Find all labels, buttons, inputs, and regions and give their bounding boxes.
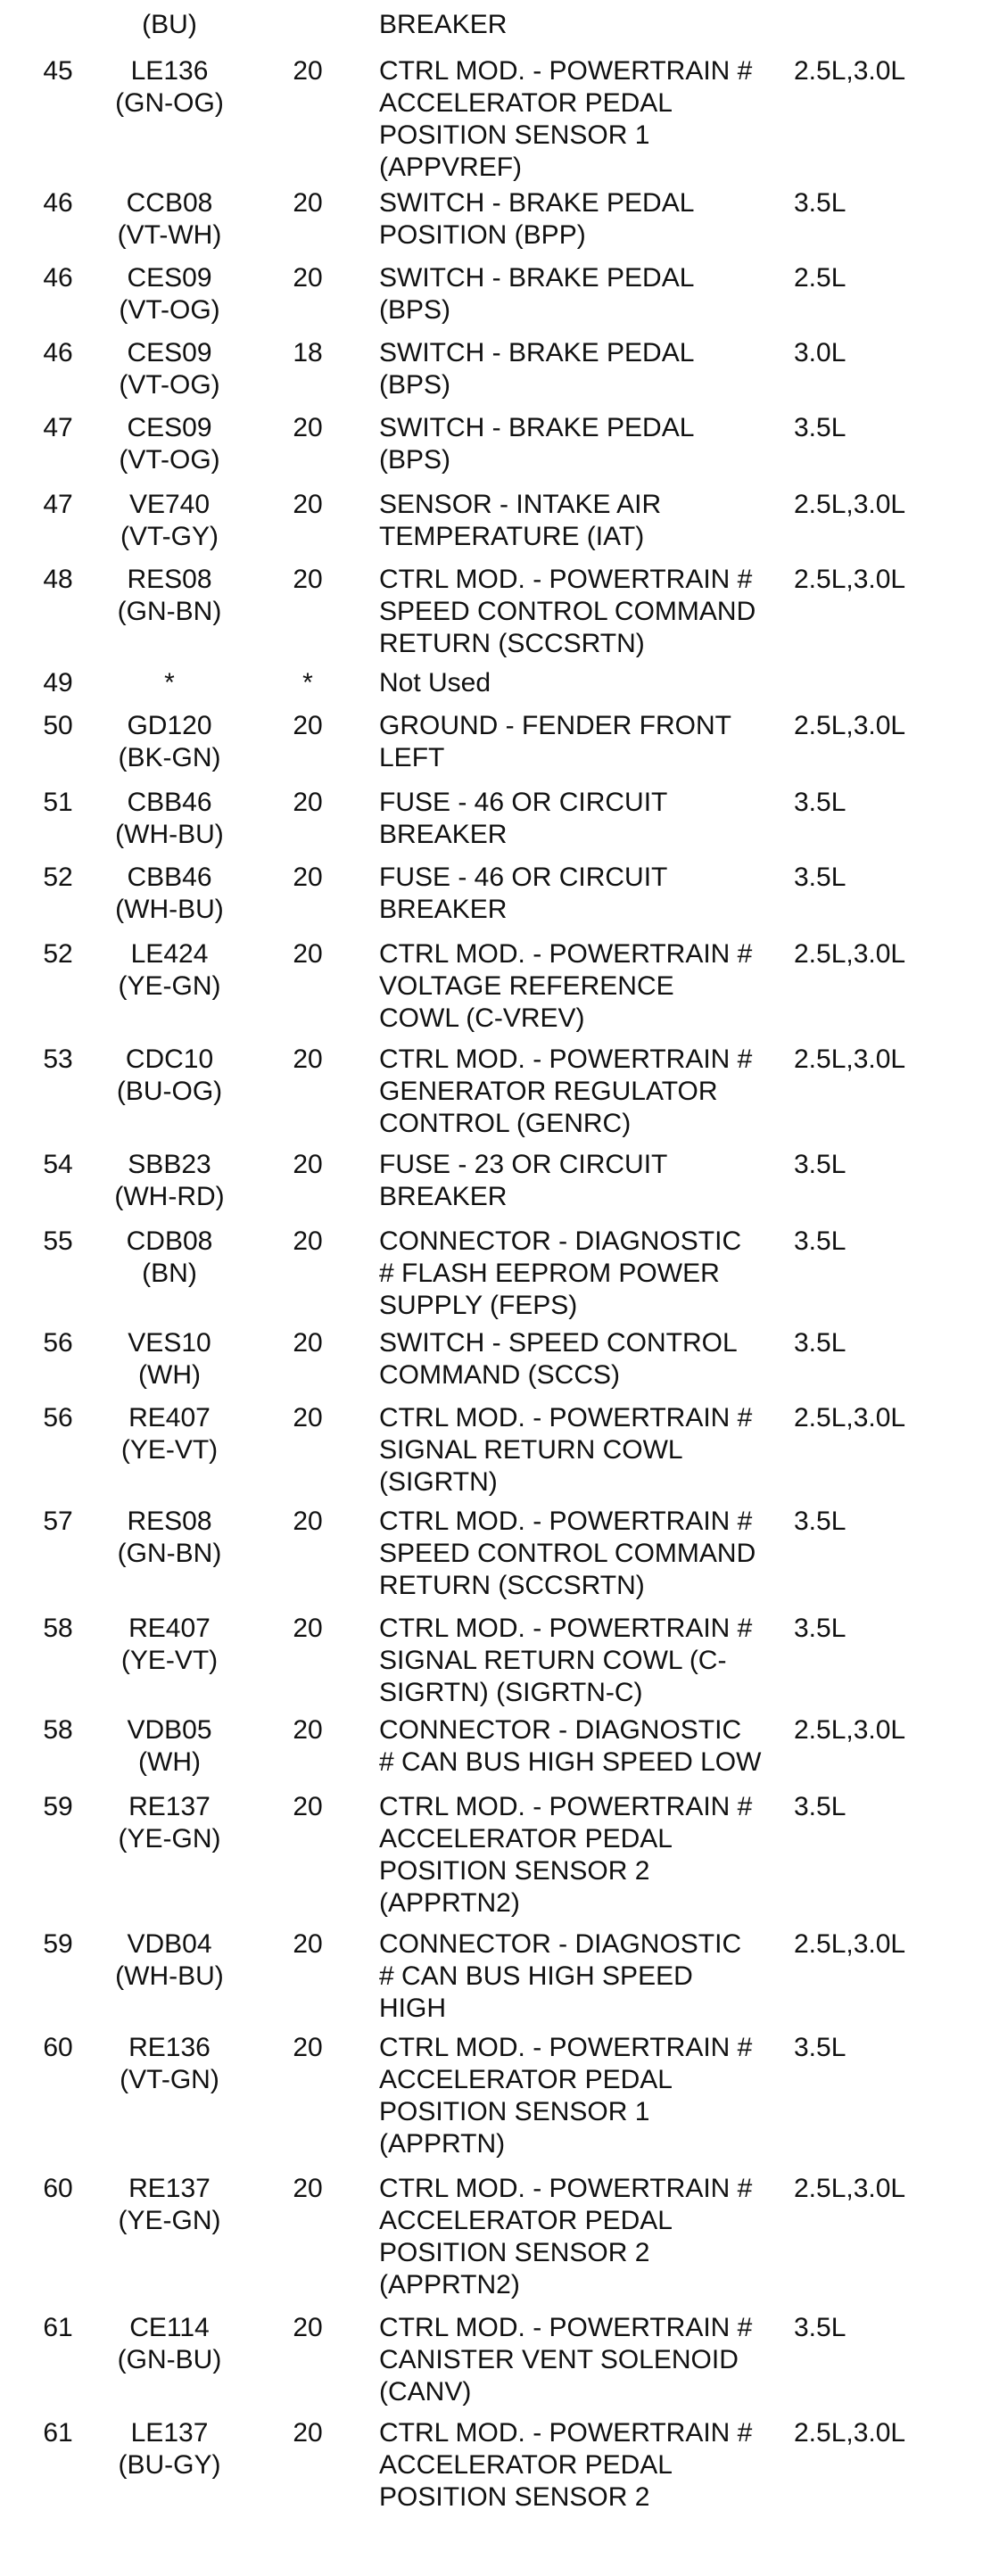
- wire-gauge: 20: [293, 1403, 323, 1432]
- circuit-description-line: CONNECTOR - DIAGNOSTIC: [379, 1929, 742, 1959]
- circuit-description: [379, 55, 789, 184]
- circuit-id-line: (GN-BN): [117, 1539, 222, 1568]
- circuit-id-line: (VT-OG): [119, 295, 220, 325]
- circuit-id: [103, 1149, 236, 1213]
- circuit-id-line: CES09: [127, 413, 212, 442]
- circuit-id-line: (WH-BU): [115, 1961, 224, 1991]
- circuit-id-line: (VT-WH): [117, 220, 222, 250]
- circuit-description: [379, 1714, 789, 1779]
- circuit-id-line: (VT-OG): [119, 445, 220, 475]
- circuit-id-line: LE136: [130, 56, 209, 86]
- pin-number: 50: [43, 711, 73, 740]
- circuit-description-line: (BPS): [379, 370, 451, 400]
- circuit-description: [379, 787, 789, 851]
- circuit-description-line: FUSE - 46 OR CIRCUIT: [379, 863, 668, 892]
- engine-option: 3.5L: [794, 1150, 846, 1179]
- circuit-description-line: POSITION (BPP): [379, 220, 586, 250]
- circuit-id-line: LE424: [130, 939, 209, 969]
- wire-gauge: 20: [293, 1226, 323, 1256]
- circuit-description-line: # CAN BUS HIGH SPEED: [379, 1961, 693, 1991]
- circuit-description-line: SENSOR - INTAKE AIR: [379, 490, 662, 519]
- circuit-description: [379, 1506, 789, 1602]
- circuit-id: [103, 489, 236, 553]
- pin-number: 60: [43, 2033, 73, 2062]
- circuit-id: [103, 1226, 236, 1290]
- circuit-id-line: RES08: [127, 565, 212, 594]
- pin-number: 47: [43, 490, 73, 519]
- circuit-description-line: TEMPERATURE (IAT): [379, 522, 645, 551]
- wire-gauge: 20: [293, 2174, 323, 2203]
- circuit-id: [103, 262, 236, 326]
- wire-gauge: 20: [293, 2033, 323, 2062]
- circuit-id: [103, 564, 236, 628]
- pin-number: 47: [43, 413, 73, 442]
- engine-option: 2.5L: [794, 263, 846, 293]
- pin-number: 58: [43, 1715, 73, 1745]
- circuit-id: [103, 710, 236, 774]
- circuit-description-line: HIGH: [379, 1994, 446, 2023]
- circuit-description-line: COMMAND (SCCS): [379, 1360, 620, 1390]
- circuit-description: [379, 1791, 789, 1920]
- circuit-id-line: (YE-VT): [120, 1435, 219, 1465]
- circuit-description: [379, 489, 789, 553]
- pin-number: 57: [43, 1507, 73, 1536]
- circuit-id: [103, 1327, 236, 1391]
- circuit-id-line: (YE-GN): [118, 971, 221, 1001]
- wire-gauge: 20: [293, 711, 323, 740]
- circuit-description: [379, 1613, 789, 1709]
- circuit-description: [379, 710, 789, 774]
- circuit-description-line: (APPRTN2): [379, 1888, 520, 1918]
- circuit-id-line: CES09: [127, 338, 212, 367]
- circuit-description-line: GENERATOR REGULATOR: [379, 1077, 718, 1106]
- pin-number: 59: [43, 1792, 73, 1821]
- pin-number: 53: [43, 1044, 73, 1074]
- circuit-id-line: RE407: [128, 1403, 211, 1432]
- circuit-id: [103, 787, 236, 851]
- wire-gauge: 20: [293, 1044, 323, 1074]
- circuit-description: [379, 1327, 789, 1391]
- circuit-description-line: Not Used: [379, 668, 491, 698]
- circuit-id-line: (GN-OG): [115, 88, 224, 118]
- circuit-description-line: CONNECTOR - DIAGNOSTIC: [379, 1715, 742, 1745]
- circuit-id-line: RE407: [128, 1614, 211, 1643]
- wire-gauge: 20: [293, 1715, 323, 1745]
- circuit-id-line: (WH): [138, 1360, 201, 1390]
- circuit-id-line: RE137: [128, 1792, 211, 1821]
- engine-option: 2.5L,3.0L: [794, 490, 906, 519]
- wire-gauge: 20: [293, 2313, 323, 2342]
- circuit-id: [103, 2173, 236, 2237]
- circuit-id-line: (YE-VT): [120, 1646, 219, 1675]
- wire-gauge: 20: [293, 1614, 323, 1643]
- wire-gauge: 20: [293, 56, 323, 86]
- circuit-id: [103, 2417, 236, 2481]
- circuit-description-line: # FLASH EEPROM POWER: [379, 1259, 720, 1288]
- wire-gauge: 20: [293, 188, 323, 218]
- circuit-description-line: SWITCH - BRAKE PEDAL: [379, 413, 695, 442]
- circuit-description: [379, 337, 789, 401]
- pin-number: 52: [43, 939, 73, 969]
- circuit-id-line: RES08: [127, 1507, 212, 1536]
- engine-option: 3.5L: [794, 1328, 846, 1358]
- circuit-id: [103, 187, 236, 252]
- engine-option: 3.5L: [794, 413, 846, 442]
- circuit-description: [379, 2417, 789, 2514]
- circuit-id-line: VDB04: [127, 1929, 212, 1959]
- circuit-id-line: *: [164, 668, 175, 698]
- circuit-description-line: # CAN BUS HIGH SPEED LOW: [379, 1747, 762, 1777]
- circuit-id-line: (WH): [138, 1747, 201, 1777]
- circuit-description: [379, 187, 789, 252]
- circuit-description: [379, 1149, 789, 1213]
- circuit-id: [103, 412, 236, 476]
- circuit-description: [379, 938, 789, 1035]
- circuit-description-line: ACCELERATOR PEDAL: [379, 2065, 673, 2094]
- circuit-description: [379, 2173, 789, 2301]
- pin-number: 55: [43, 1226, 73, 1256]
- circuit-description-line: (CANV): [379, 2377, 472, 2407]
- engine-option: 3.5L: [794, 1792, 846, 1821]
- wire-gauge: 20: [293, 1792, 323, 1821]
- engine-option: 2.5L,3.0L: [794, 1715, 906, 1745]
- circuit-description-line: CTRL MOD. - POWERTRAIN #: [379, 2174, 753, 2203]
- circuit-id: [103, 1928, 236, 1993]
- circuit-id-line: (BU): [142, 10, 197, 39]
- engine-option: 2.5L,3.0L: [794, 56, 906, 86]
- wire-gauge: 20: [293, 788, 323, 817]
- circuit-id-line: (YE-GN): [118, 2206, 221, 2235]
- circuit-description-line: BREAKER: [379, 820, 508, 849]
- engine-option: 2.5L,3.0L: [794, 711, 906, 740]
- circuit-description-line: SIGNAL RETURN COWL: [379, 1435, 683, 1465]
- circuit-description-line: POSITION SENSOR 1: [379, 120, 650, 150]
- circuit-description: [379, 262, 789, 326]
- pin-number: 61: [43, 2418, 73, 2448]
- pin-number: 46: [43, 263, 73, 293]
- circuit-description-line: BREAKER: [379, 1182, 508, 1211]
- wire-gauge: 20: [293, 939, 323, 969]
- wire-gauge: 20: [293, 263, 323, 293]
- circuit-id: [103, 1402, 236, 1466]
- circuit-id-line: (WH-RD): [114, 1182, 225, 1211]
- circuit-description-line: CONTROL (GENRC): [379, 1109, 632, 1138]
- engine-option: 2.5L,3.0L: [794, 1044, 906, 1074]
- wire-gauge: 20: [293, 1929, 323, 1959]
- engine-option: 3.0L: [794, 338, 846, 367]
- circuit-description-line: (BPS): [379, 295, 451, 325]
- circuit-id: [103, 1506, 236, 1570]
- circuit-id-line: CDB08: [126, 1226, 213, 1256]
- circuit-description-line: POSITION SENSOR 2: [379, 2238, 650, 2267]
- circuit-description-line: SIGRTN) (SIGRTN-C): [379, 1678, 643, 1707]
- circuit-description-line: SPEED CONTROL COMMAND: [379, 1539, 756, 1568]
- circuit-id-line: SBB23: [128, 1150, 211, 1179]
- circuit-description-line: ACCELERATOR PEDAL: [379, 88, 673, 118]
- engine-option: 3.5L: [794, 788, 846, 817]
- circuit-id-line: (BU-GY): [118, 2450, 221, 2480]
- circuit-id-line: VES10: [128, 1328, 211, 1358]
- engine-option: 3.5L: [794, 1226, 846, 1256]
- circuit-id: [103, 55, 236, 120]
- circuit-description-line: RETURN (SCCSRTN): [379, 629, 645, 658]
- circuit-description-line: CTRL MOD. - POWERTRAIN #: [379, 1614, 753, 1643]
- circuit-description-line: SPEED CONTROL COMMAND: [379, 597, 756, 626]
- circuit-id: [103, 1791, 236, 1855]
- circuit-description-line: (APPVREF): [379, 153, 523, 182]
- circuit-id-line: (BN): [142, 1259, 197, 1288]
- engine-option: 3.5L: [794, 2033, 846, 2062]
- circuit-description-line: SWITCH - BRAKE PEDAL: [379, 188, 695, 218]
- circuit-description-line: POSITION SENSOR 2: [379, 2482, 650, 2512]
- circuit-id: [103, 2032, 236, 2096]
- circuit-description-line: CTRL MOD. - POWERTRAIN #: [379, 1403, 753, 1432]
- circuit-id-line: RE137: [128, 2174, 211, 2203]
- engine-option: 3.5L: [794, 188, 846, 218]
- engine-option: 3.5L: [794, 1614, 846, 1643]
- circuit-description-line: LEFT: [379, 743, 445, 772]
- circuit-description-line: (SIGRTN): [379, 1467, 498, 1497]
- circuit-description: [379, 862, 789, 926]
- circuit-id: [103, 337, 236, 401]
- circuit-description-line: COWL (C-VREV): [379, 1003, 585, 1033]
- engine-option: 2.5L,3.0L: [794, 1929, 906, 1959]
- circuit-id: [103, 2312, 236, 2376]
- circuit-id-line: CES09: [127, 263, 212, 293]
- engine-option: 3.5L: [794, 863, 846, 892]
- engine-option: 2.5L,3.0L: [794, 2418, 906, 2448]
- circuit-id: [103, 9, 236, 41]
- circuit-id-line: CBB46: [127, 863, 212, 892]
- circuit-id: [103, 862, 236, 926]
- pin-number: 45: [43, 56, 73, 86]
- wire-gauge: 20: [293, 1507, 323, 1536]
- engine-option: 2.5L,3.0L: [794, 1403, 906, 1432]
- circuit-description-line: ACCELERATOR PEDAL: [379, 2206, 673, 2235]
- pin-number: 52: [43, 863, 73, 892]
- engine-option: 3.5L: [794, 2313, 846, 2342]
- circuit-description-line: RETURN (SCCSRTN): [379, 1571, 645, 1600]
- circuit-description-line: CTRL MOD. - POWERTRAIN #: [379, 1792, 753, 1821]
- circuit-id: [103, 1044, 236, 1108]
- circuit-description-line: SWITCH - SPEED CONTROL: [379, 1328, 738, 1358]
- circuit-id-line: CCB08: [126, 188, 213, 218]
- circuit-description-line: (APPRTN2): [379, 2270, 520, 2299]
- circuit-description-line: CONNECTOR - DIAGNOSTIC: [379, 1226, 742, 1256]
- circuit-description-line: CTRL MOD. - POWERTRAIN #: [379, 2033, 753, 2062]
- circuit-description-line: (BPS): [379, 445, 451, 475]
- circuit-id-line: CBB46: [127, 788, 212, 817]
- circuit-description-line: SIGNAL RETURN COWL (C-: [379, 1646, 727, 1675]
- circuit-id-line: (GN-BN): [117, 597, 222, 626]
- pin-number: 60: [43, 2174, 73, 2203]
- pin-number: 56: [43, 1403, 73, 1432]
- circuit-description-line: FUSE - 46 OR CIRCUIT: [379, 788, 668, 817]
- circuit-id-line: (VT-OG): [119, 370, 220, 400]
- circuit-description: [379, 1226, 789, 1322]
- pin-number: 46: [43, 188, 73, 218]
- pin-number: 48: [43, 565, 73, 594]
- wire-gauge: 20: [293, 1328, 323, 1358]
- pin-number: 61: [43, 2313, 73, 2342]
- wire-gauge: 20: [293, 490, 323, 519]
- circuit-description-line: SUPPLY (FEPS): [379, 1291, 578, 1320]
- circuit-description: [379, 1928, 789, 2025]
- pin-number: 58: [43, 1614, 73, 1643]
- circuit-description-line: CTRL MOD. - POWERTRAIN #: [379, 56, 753, 86]
- circuit-description-line: CTRL MOD. - POWERTRAIN #: [379, 565, 753, 594]
- pin-number: 54: [43, 1150, 73, 1179]
- engine-option: 2.5L,3.0L: [794, 2174, 906, 2203]
- circuit-id-line: (WH-BU): [115, 820, 224, 849]
- circuit-description: [379, 2312, 789, 2408]
- circuit-id: [103, 1613, 236, 1677]
- circuit-id-line: VDB05: [127, 1715, 212, 1745]
- circuit-description-line: CTRL MOD. - POWERTRAIN #: [379, 1044, 753, 1074]
- circuit-description: [379, 412, 789, 476]
- circuit-description: [379, 9, 789, 41]
- circuit-description-line: POSITION SENSOR 1: [379, 2097, 650, 2126]
- engine-option: 3.5L: [794, 1507, 846, 1536]
- circuit-id-line: (BU-OG): [116, 1077, 223, 1106]
- circuit-id-line: (VT-GY): [120, 522, 219, 551]
- pin-number: 51: [43, 788, 73, 817]
- circuit-description-line: POSITION SENSOR 2: [379, 1856, 650, 1886]
- circuit-description-line: FUSE - 23 OR CIRCUIT: [379, 1150, 668, 1179]
- circuit-id-line: (GN-BU): [117, 2345, 222, 2374]
- pin-number: 46: [43, 338, 73, 367]
- circuit-id-line: VE740: [128, 490, 211, 519]
- circuit-description-line: BREAKER: [379, 895, 508, 924]
- circuit-id-line: RE136: [128, 2033, 211, 2062]
- circuit-id-line: (VT-GN): [120, 2065, 219, 2094]
- circuit-description-line: CTRL MOD. - POWERTRAIN #: [379, 2418, 753, 2448]
- circuit-id-line: CE114: [129, 2313, 210, 2342]
- pin-number: 49: [43, 668, 73, 698]
- engine-option: 2.5L,3.0L: [794, 939, 906, 969]
- engine-option: 2.5L,3.0L: [794, 565, 906, 594]
- circuit-description-line: CTRL MOD. - POWERTRAIN #: [379, 2313, 753, 2342]
- circuit-id-line: LE137: [130, 2418, 209, 2448]
- pin-number: 56: [43, 1328, 73, 1358]
- circuit-id-line: (WH-BU): [115, 895, 224, 924]
- circuit-id-line: (BK-GN): [118, 743, 221, 772]
- circuit-id-line: CDC10: [125, 1044, 214, 1074]
- circuit-description-line: ACCELERATOR PEDAL: [379, 1824, 673, 1854]
- wire-gauge: 20: [293, 1150, 323, 1179]
- wire-gauge: *: [302, 668, 313, 698]
- circuit-description: [379, 2032, 789, 2160]
- circuit-description: [379, 564, 789, 660]
- circuit-id-line: GD120: [127, 711, 212, 740]
- circuit-description: [379, 667, 789, 699]
- circuit-id: [103, 667, 236, 699]
- wire-gauge: 20: [293, 565, 323, 594]
- circuit-description-line: GROUND - FENDER FRONT: [379, 711, 731, 740]
- circuit-description-line: SWITCH - BRAKE PEDAL: [379, 263, 695, 293]
- circuit-description: [379, 1044, 789, 1140]
- circuit-id: [103, 1714, 236, 1779]
- circuit-description-line: SWITCH - BRAKE PEDAL: [379, 338, 695, 367]
- circuit-description-line: CANISTER VENT SOLENOID: [379, 2345, 739, 2374]
- circuit-id-line: (YE-GN): [118, 1824, 221, 1854]
- wire-gauge: 20: [293, 2418, 323, 2448]
- wire-gauge: 20: [293, 863, 323, 892]
- circuit-id: [103, 938, 236, 1003]
- wire-gauge: 18: [293, 338, 323, 367]
- circuit-description-line: BREAKER: [379, 10, 508, 39]
- circuit-description-line: CTRL MOD. - POWERTRAIN #: [379, 939, 753, 969]
- circuit-description-line: (APPRTN): [379, 2129, 506, 2159]
- circuit-description: [379, 1402, 789, 1499]
- circuit-description-line: ACCELERATOR PEDAL: [379, 2450, 673, 2480]
- wire-gauge: 20: [293, 413, 323, 442]
- circuit-description-line: CTRL MOD. - POWERTRAIN #: [379, 1507, 753, 1536]
- circuit-description-line: VOLTAGE REFERENCE: [379, 971, 674, 1001]
- pin-number: 59: [43, 1929, 73, 1959]
